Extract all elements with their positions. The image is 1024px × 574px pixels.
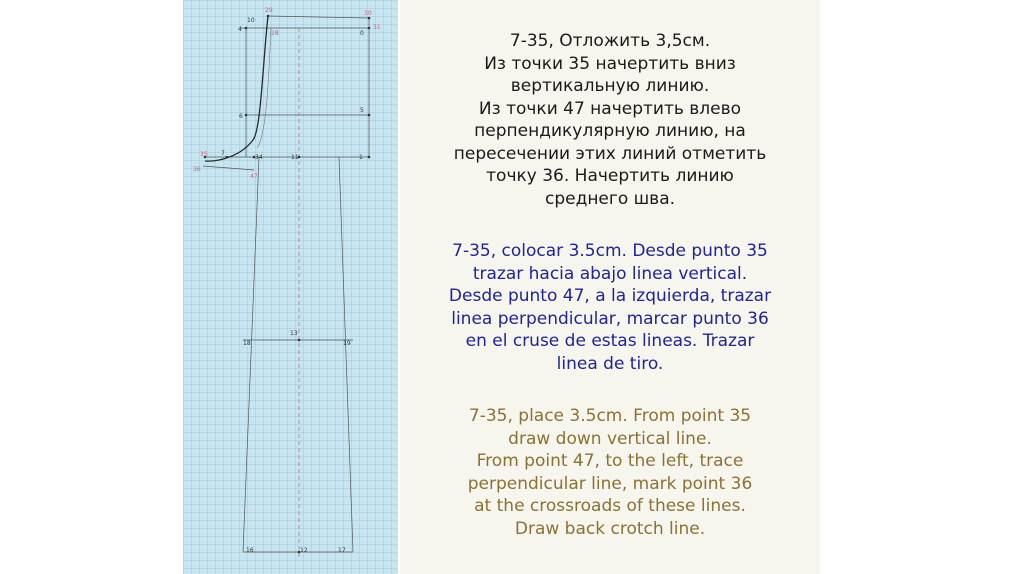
line-top-29-30: [268, 16, 369, 18]
label-point-18: 18: [243, 340, 251, 347]
seam-curve: [205, 16, 268, 161]
marker-13: [298, 339, 301, 342]
marker-29: [267, 15, 270, 18]
instruction-russian: 7-35, Отложить 3,5см. Из точки 35 начертить вниз вертикальную линию. Из точки 47 начертить влево перпендикулярную линию, на пересечении этих линий отметить точку 36. Начертить линию среднего шва.: [453, 31, 767, 209]
instructions-panel: [400, 0, 820, 574]
label-point-19: 19: [343, 340, 351, 347]
label-point-4: 4: [238, 26, 242, 33]
label-point-28: 28: [271, 30, 279, 37]
label-point-35: 35: [200, 151, 208, 158]
marker-6: [245, 114, 248, 117]
label-point-34: 34: [255, 154, 263, 161]
label-point-29: 29: [265, 7, 273, 14]
instruction-spanish: 7-35, colocar 3.5cm. Desde punto 35 trazar hacia abajo linea vertical. Desde punto 47, a la izquierda, trazar linea perpendicular, marcar punto 36 en el cruse de estas lineas. Trazar linea de tiro.: [448, 241, 772, 374]
label-point-13: 13: [290, 330, 298, 337]
label-point-11: 11: [291, 154, 299, 161]
marker-0: [368, 27, 371, 30]
label-point-7: 7: [221, 150, 225, 157]
label-point-1: 1: [359, 154, 363, 161]
label-point-10: 10: [247, 17, 255, 24]
pattern-lines: [203, 16, 369, 560]
line-47-extension: [203, 166, 254, 170]
label-point-31: 31: [373, 24, 381, 31]
seam-curve-secondary: [257, 28, 271, 148]
label-point-12: 12: [300, 547, 308, 554]
label-point-16: 16: [246, 547, 254, 554]
marker-7: [226, 156, 229, 159]
label-point-6: 6: [239, 113, 243, 120]
pattern-diagram-panel: [183, 0, 398, 574]
instruction-english: 7-35, place 3.5cm. From point 35 draw down vertical line. From point 47, to the left, trace perpendicular line, mark point 36 at the crossroads of these lines. Draw back crotch line.: [467, 406, 753, 539]
label-point-47: 47: [250, 173, 258, 180]
marker-1: [368, 156, 371, 159]
label-point-36: 36: [193, 166, 201, 173]
marker-30: [368, 17, 371, 20]
line-side-16: [243, 157, 259, 552]
line-side-17: [339, 157, 353, 552]
marker-5: [368, 114, 371, 117]
pattern-drawing: [183, 0, 398, 574]
label-point-17: 17: [338, 547, 346, 554]
label-point-0: 0: [360, 30, 364, 37]
label-point-30: 30: [364, 10, 372, 17]
marker-4: [245, 27, 248, 30]
point-markers: [204, 15, 371, 554]
label-point-5: 5: [360, 107, 364, 114]
point-labels: [193, 7, 381, 554]
